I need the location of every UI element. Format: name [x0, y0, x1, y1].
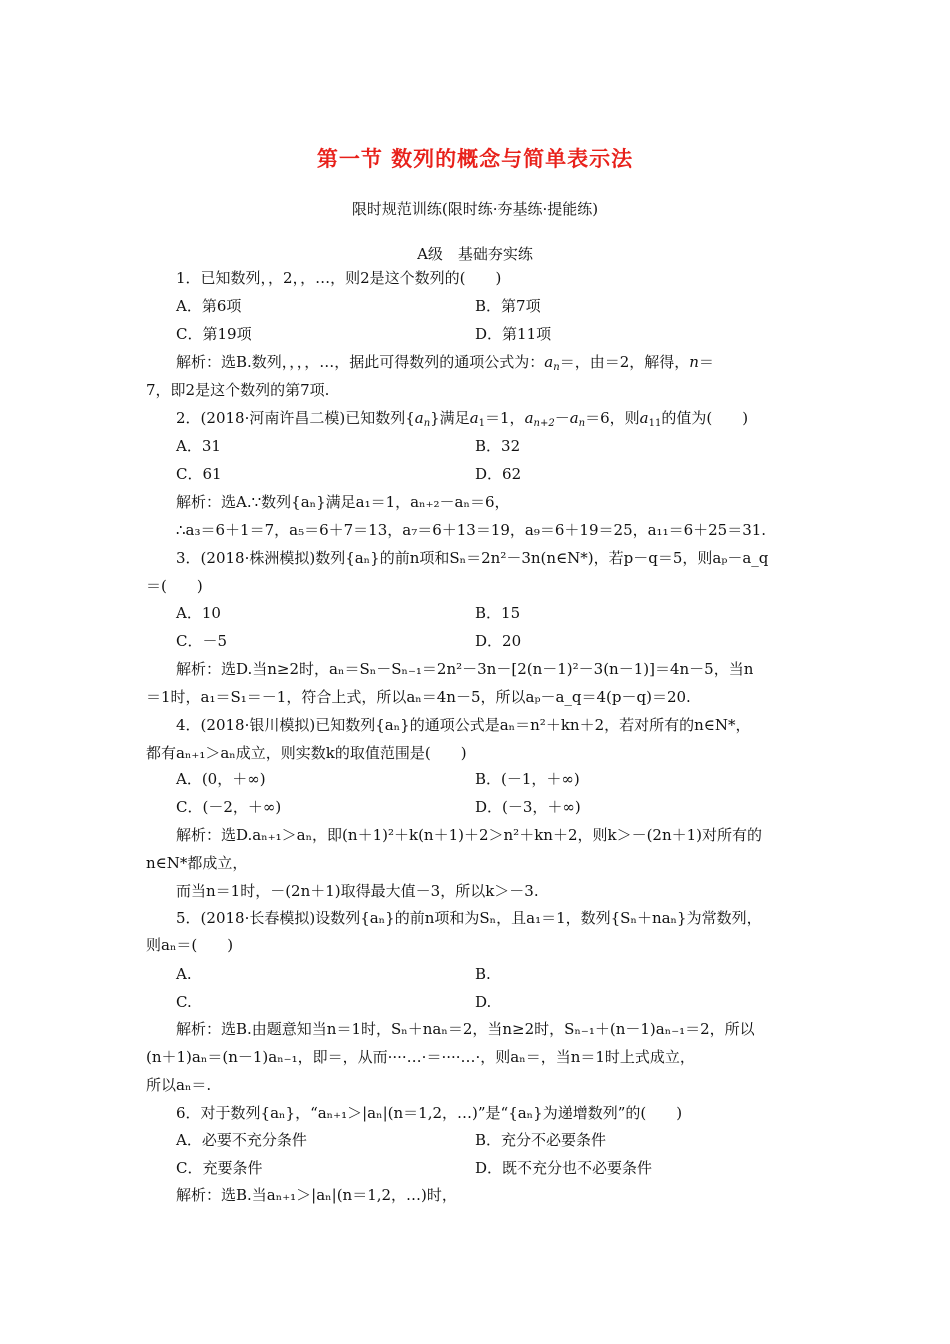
q4-stem-line2: 都有aₙ₊₁＞aₙ成立，则实数k的取值范围是( ): [146, 744, 467, 762]
q4-option-d: D．(－3，＋∞): [475, 798, 581, 816]
q6-stem: 6．对于数列{aₙ}，“aₙ₊₁＞|aₙ|(n＝1,2，…)”是“{aₙ}为递增数列”的( ): [176, 1104, 683, 1122]
q1-option-a: A．第6项: [176, 297, 242, 315]
q5-solution-line3: 所以aₙ＝.: [146, 1076, 212, 1094]
q5-option-c: C.: [176, 993, 192, 1011]
q6-option-d: D．既不充分也不必要条件: [475, 1159, 653, 1177]
section-heading: A级 基础夯实练: [417, 245, 533, 263]
q2-option-d: D．62: [475, 465, 522, 483]
q6-option-b: B．充分不必要条件: [475, 1131, 607, 1149]
q5-option-a: A.: [176, 965, 192, 983]
q1-option-b: B．第7项: [475, 297, 541, 315]
q4-option-c: C．(－2，＋∞): [176, 798, 282, 816]
q1-option-c: C．第19项: [176, 325, 252, 343]
q2-option-a: A．31: [176, 437, 221, 455]
q4-solution-line3: 而当n＝1时，－(2n＋1)取得最大值－3，所以k＞－3.: [176, 882, 539, 900]
q3-stem-line1: 3．(2018·株洲模拟)数列{aₙ}的前n项和Sₙ＝2n²－3n(n∈N*)，若p－q＝5，则aₚ－a_q: [176, 549, 769, 567]
q3-option-b: B．15: [475, 604, 521, 622]
q2-stem: 2．(2018·河南许昌二模)已知数列$\{a_n\}$满足$a_1=1$，$a_{n+2}-a_n=6$，则$a_{11}$的值为( ): [176, 409, 749, 429]
q3-solution-line2: ＝1时，a₁＝S₁＝－1，符合上式，所以aₙ＝4n－5，所以aₚ－a_q＝4(p－q)＝20.: [146, 688, 691, 706]
q1-option-d: D．第11项: [475, 325, 552, 343]
q6-option-c: C．充要条件: [176, 1159, 263, 1177]
q3-option-a: A．10: [176, 604, 221, 622]
q4-option-a: A．(0，＋∞): [176, 770, 266, 788]
q1-solution-line1: 解析：选B.数列，，，，…，据此可得数列的通项公式为：$a_n=$，由＝2，解得，n＝: [176, 353, 714, 373]
q6-solution-line1: 解析：选B.当aₙ₊₁＞|aₙ|(n＝1,2，…)时，: [176, 1186, 457, 1204]
q3-stem-line2: ＝( ): [146, 577, 203, 595]
q3-option-d: D．20: [475, 632, 522, 650]
q5-option-d: D.: [475, 993, 492, 1011]
q2-option-b: B．32: [475, 437, 521, 455]
q4-option-b: B．(－1，＋∞): [475, 770, 580, 788]
q6-option-a: A．必要不充分条件: [176, 1131, 307, 1149]
q2-solution-line2: ∴a₃＝6＋1＝7，a₅＝6＋7＝13，a₇＝6＋13＝19，a₉＝6＋19＝25，a₁₁＝6＋25＝31.: [176, 521, 767, 539]
page-subtitle: 限时规范训练(限时练·夯基练·提能练): [351, 200, 599, 218]
q3-option-c: C．－5: [176, 632, 228, 650]
q5-solution-line1: 解析：选B.由题意知当n＝1时，Sₙ＋naₙ＝2，当n≥2时，Sₙ₋₁＋(n－1)aₙ₋₁＝2，所以: [176, 1020, 755, 1038]
q4-solution-line1: 解析：选D.aₙ₊₁＞aₙ，即(n＋1)²＋k(n＋1)＋2＞n²＋kn＋2，则k＞－(2n＋1)对所有的: [176, 826, 763, 844]
q5-stem-line1: 5．(2018·长春模拟)设数列{aₙ}的前n项和为Sₙ，且a₁＝1，数列{Sₙ＋naₙ}为常数列，: [176, 909, 762, 927]
q5-solution-line2: (n＋1)aₙ＝(n－1)aₙ₋₁，即＝，从而····…·＝····…·，则aₙ＝，当n＝1时上式成立，: [146, 1048, 695, 1066]
q1-stem: 1．已知数列，，2，，…，则2是这个数列的( ): [176, 269, 502, 287]
q5-option-b: B.: [475, 965, 491, 983]
page-title: 第一节 数列的概念与简单表示法: [316, 147, 634, 171]
q2-solution-line1: 解析：选A.∵数列{aₙ}满足a₁＝1，aₙ₊₂－aₙ＝6，: [176, 493, 510, 511]
q3-solution-line1: 解析：选D.当n≥2时，aₙ＝Sₙ－Sₙ₋₁＝2n²－3n－[2(n－1)²－3(n－1)]＝4n－5，当n: [176, 660, 754, 678]
q2-option-c: C．61: [176, 465, 222, 483]
q4-solution-line2: n∈N*都成立，: [146, 854, 248, 872]
q4-stem-line1: 4．(2018·银川模拟)已知数列{aₙ}的通项公式是aₙ＝n²＋kn＋2，若对所有的n∈N*，: [176, 716, 751, 734]
q5-stem-line2: 则aₙ＝( ): [146, 936, 234, 954]
q1-solution-line2: 7，即2是这个数列的第7项.: [146, 381, 330, 399]
